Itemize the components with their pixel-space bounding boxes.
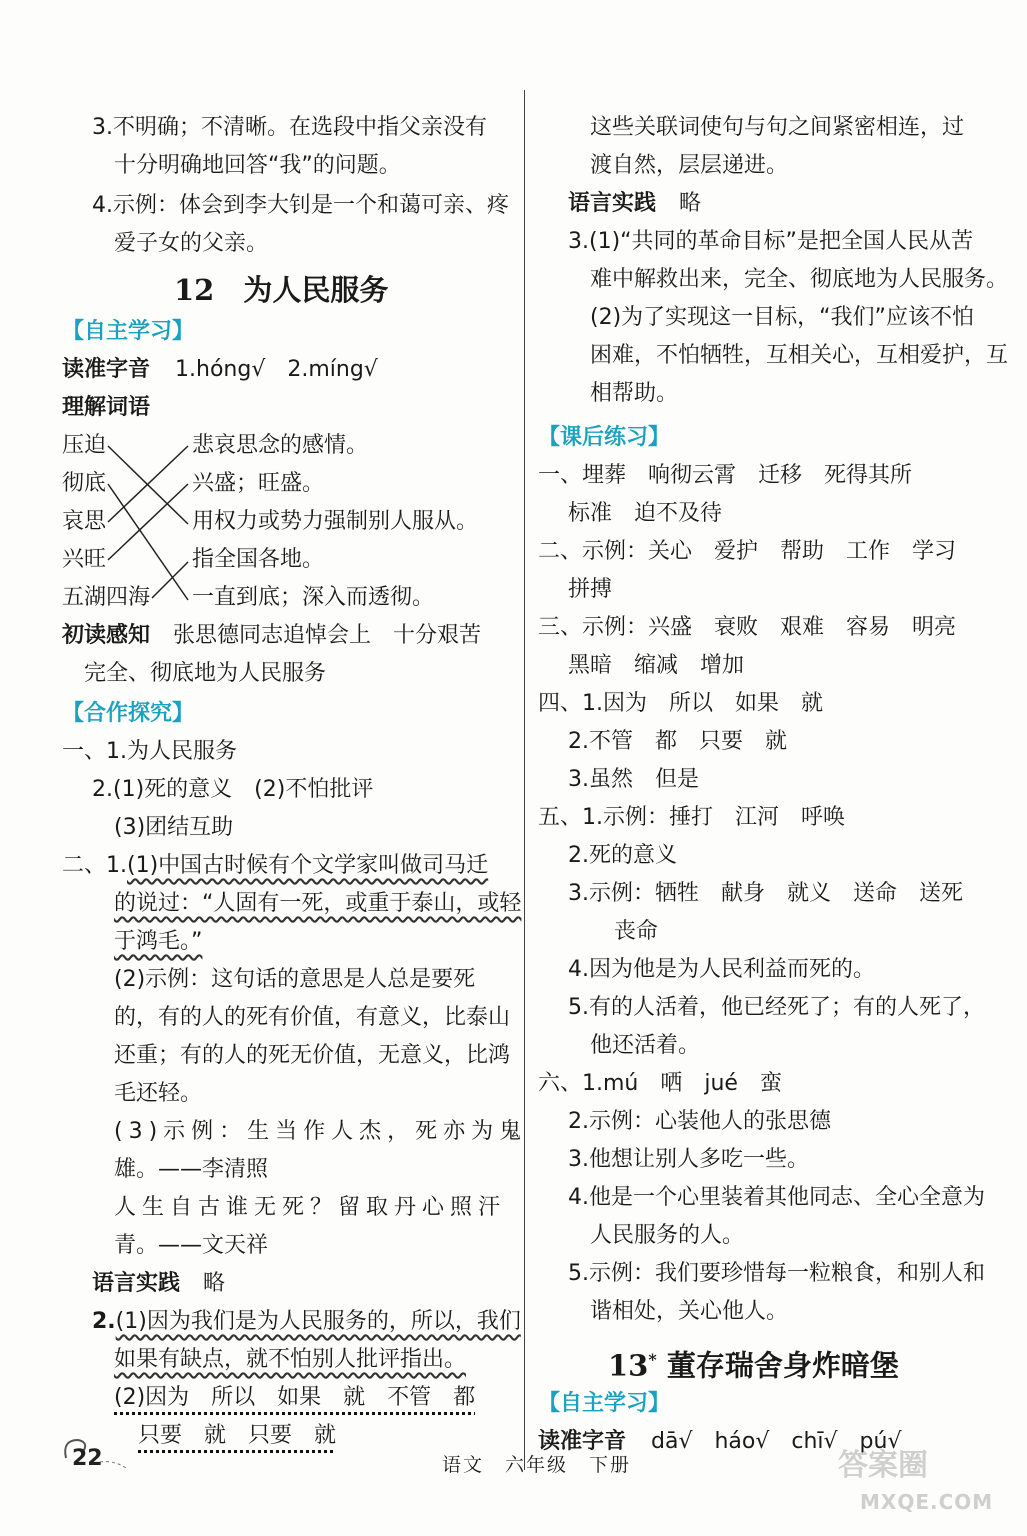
first-reading-value-cont: 完全、彻底地为人民服务: [84, 661, 327, 686]
watermark-logo: 答案圈: [838, 1448, 928, 1483]
answer-line: 人民服务的人。: [590, 1223, 745, 1248]
answer-line: 5.示例：我们要珍惜每一粒粮食，和别人和: [568, 1261, 985, 1286]
book-subject: 语文 六年级 下册: [442, 1454, 632, 1476]
match-word: 压迫: [62, 433, 107, 458]
pronunciation-value: dā√ háo√ chī√ pú√: [651, 1429, 902, 1454]
answer-line: 3.他想让别人多吃一些。: [568, 1147, 809, 1172]
answer-line: 5.有的人活着，他已经死了；有的人死了，: [568, 995, 985, 1020]
answer-line: 丧命: [614, 919, 659, 944]
language-practice-label: 语言实践: [568, 191, 657, 216]
answer-line: 黑暗 缩减 增加: [568, 653, 745, 678]
vocab-label: 理解词语: [62, 395, 151, 420]
answer-line: 4.示例：体会到李大钊是一个和蔼可亲、疼: [92, 193, 509, 218]
language-practice-row: [568, 186, 701, 222]
answer-line: 渡自然，层层递进。: [590, 153, 789, 178]
answer-line: 2.(1)死的意义 (2)不怕批评: [92, 777, 374, 802]
lesson-13-name: 董存瑞舍身炸暗堡: [656, 1348, 899, 1383]
pronunciation-label: 读准字音: [538, 1429, 627, 1454]
section-tag-self-study-2: 【自主学习】: [538, 1391, 671, 1416]
answer-line: 3.不明确；不清晰。在选段中指父亲没有: [92, 115, 487, 140]
answer-line: 十分明确地回答“我”的问题。: [114, 153, 401, 178]
match-definition: 用权力或势力强制别人服从。: [192, 509, 479, 534]
pronunciation-label: 读准字音: [62, 357, 151, 382]
answer-line: 困难，不怕牺牲，互相关心，互相爱护，互: [590, 343, 1009, 368]
answer-line: 难中解救出来，完全、彻底地为人民服务。: [590, 267, 1009, 292]
match-word: 哀思: [62, 509, 107, 534]
answer-line: 人生自古谁无死？留取丹心照汗: [114, 1195, 507, 1220]
answer-line: 这些关联词使句与句之间紧密相连，过: [590, 115, 965, 140]
match-definition: 一直到底；深入而透彻。: [192, 585, 435, 610]
answer-line: 2.示例：心装他人的张思德: [568, 1109, 831, 1134]
answer-line: 雄。——李清照: [114, 1157, 269, 1182]
answer-line: [62, 848, 488, 884]
answer-line: 4.因为他是为人民利益而死的。: [568, 957, 875, 982]
match-word: 彻底: [62, 471, 107, 496]
answer-line: 二、示例：关心 爱护 帮助 工作 学习: [538, 539, 957, 564]
lesson-12-title: 12 为人民服务: [174, 273, 389, 307]
underlined-sentence: 如果有缺点，就不怕别人批评指出。: [114, 1347, 467, 1372]
watermark-url: MXQE.COM: [860, 1490, 994, 1514]
underlined-quote: 于鸿毛。”: [114, 929, 203, 954]
first-reading-row: [62, 618, 481, 654]
lesson-13-star: *: [648, 1350, 657, 1369]
language-practice-value: 略: [203, 1271, 226, 1296]
answer-line: 爱子女的父亲。: [114, 231, 269, 256]
answer-line: 2.死的意义: [568, 843, 677, 868]
lesson-13-number: 13: [608, 1348, 649, 1383]
answer-line: 相帮助。: [590, 381, 679, 406]
answer-line: 青。——文天祥: [114, 1233, 269, 1258]
answer-line: 五、1.示例：捶打 江河 呼唤: [538, 805, 845, 830]
answer-line: 3.(1)“共同的革命目标”是把全国人民从苦: [568, 229, 973, 254]
answer-line: 三、示例：兴盛 衰败 艰难 容易 明亮: [538, 615, 957, 640]
pronunciation-row: [62, 352, 378, 388]
pronunciation-value: 1.hóng√ 2.míng√: [175, 357, 378, 382]
answer-line: 一、埋葬 响彻云霄 迁移 死得其所: [538, 463, 913, 488]
match-definition: 兴盛；旺盛。: [192, 471, 325, 496]
answer-line: 拼搏: [568, 577, 613, 602]
item-number: 2.: [92, 1309, 116, 1334]
item-number: 二、1.: [62, 853, 127, 878]
answer-line: (2)示例：这句话的意思是人总是要死: [114, 967, 476, 992]
answer-line: 3.示例：牺牲 献身 就义 送命 送死: [568, 881, 963, 906]
answer-line: 四、1.因为 所以 如果 就: [538, 691, 823, 716]
answer-line: 毛还轻。: [114, 1081, 203, 1106]
language-practice-value: 略: [679, 191, 702, 216]
answer-line: (2)为了实现这一目标，“我们”应该不怕: [590, 305, 974, 330]
answer-line: 还重；有的人的死无价值，无意义，比鸿: [114, 1043, 511, 1068]
answer-line: 2.不管 都 只要 就: [568, 729, 787, 754]
answer-line: (3)团结互助: [114, 815, 234, 840]
answer-line: [92, 1304, 521, 1340]
match-word: 兴旺: [62, 547, 107, 572]
answer-line: 4.他是一个心里装着其他同志、全心全意为: [568, 1185, 985, 1210]
dotted-conjunctions: 只要 就 只要 就: [138, 1423, 337, 1448]
answer-line: 六、1.mú 哂 jué 蛮: [538, 1071, 782, 1096]
answer-line: 的，有的人的死有价值，有意义，比泰山: [114, 1005, 511, 1030]
dotted-conjunctions: (2)因为 所以 如果 就 不管 都: [114, 1385, 476, 1410]
underlined-quote: 的说过：“人固有一死，或重于泰山，或轻: [114, 891, 522, 916]
page-number: 22: [72, 1446, 103, 1471]
language-practice-label: 语言实践: [92, 1271, 181, 1296]
match-definition: 悲哀思念的感情。: [192, 433, 369, 458]
answer-line: 一、1.为人民服务: [62, 739, 237, 764]
section-tag-cooperation: 【合作探究】: [62, 701, 195, 726]
answer-line: 他还活着。: [590, 1033, 701, 1058]
first-reading-label: 初读感知: [62, 623, 151, 648]
answer-line: 3.虽然 但是: [568, 767, 699, 792]
section-tag-self-study: 【自主学习】: [62, 319, 195, 344]
column-divider: [524, 90, 525, 1470]
answer-line: 谐相处，关心他人。: [590, 1299, 789, 1324]
match-word: 五湖四海: [62, 585, 151, 610]
underlined-sentence: (1)因为我们是为人民服务的，所以，我们: [115, 1309, 521, 1334]
language-practice-row: [92, 1266, 225, 1302]
answer-line: (3)示例：生当作人杰，死亦为鬼: [114, 1119, 528, 1144]
section-tag-after-class: 【课后练习】: [538, 425, 671, 450]
lesson-13-title: [608, 1342, 899, 1383]
answer-line: 标准 迫不及待: [568, 501, 723, 526]
underlined-quote: (1)中国古时候有个文学家叫做司马迁: [127, 853, 489, 878]
first-reading-value: 张思德同志追悼会上 十分艰苦: [173, 623, 482, 648]
match-line: [108, 484, 188, 560]
match-definition: 指全国各地。: [192, 547, 325, 572]
